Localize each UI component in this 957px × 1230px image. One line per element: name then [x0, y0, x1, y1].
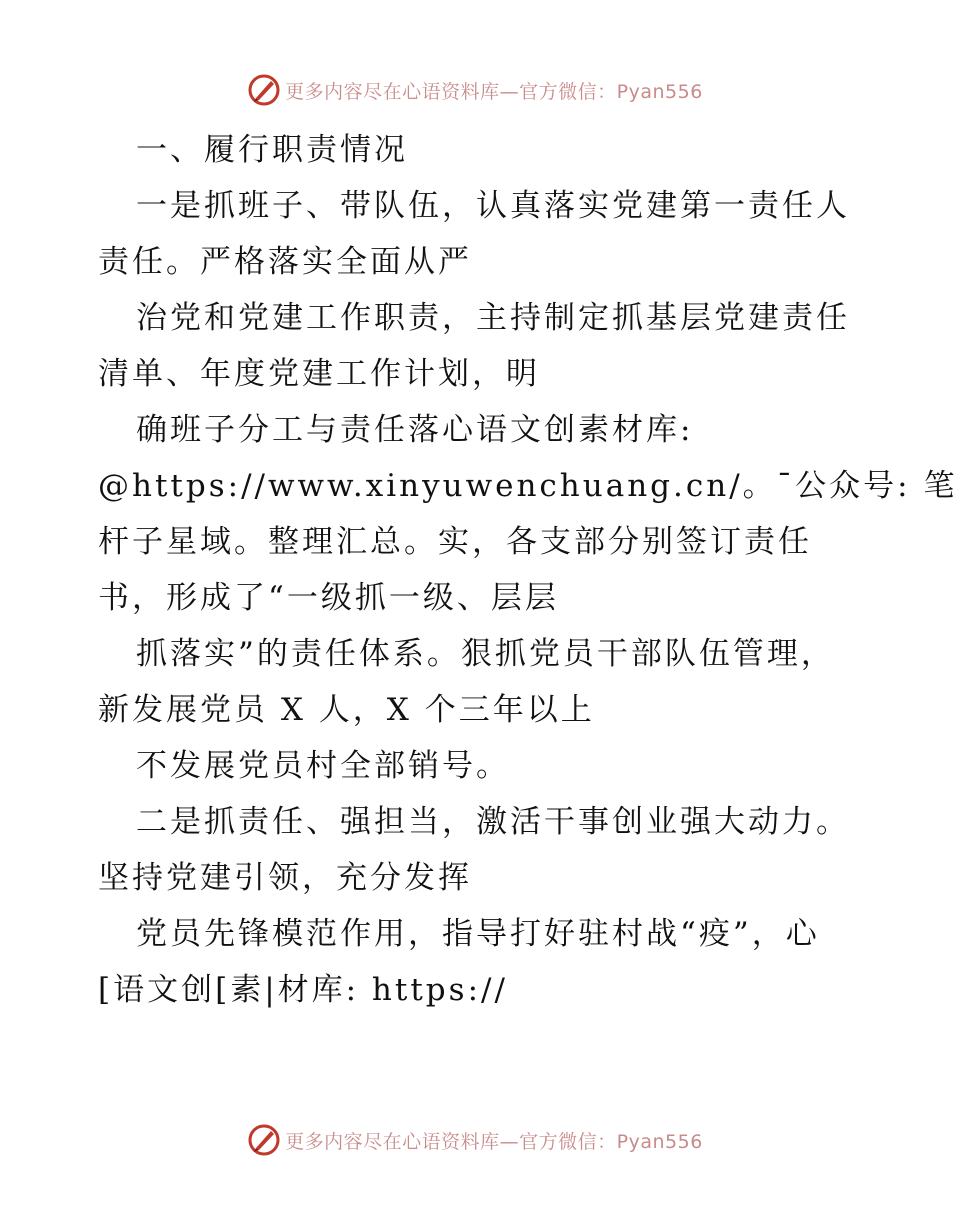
paragraph-line: 抓落实”的责任体系。狠抓党员干部队伍管理，: [136, 636, 835, 672]
section-heading: 一、履行职责情况: [136, 132, 408, 168]
footer-watermark-text: 更多内容尽在心语资料库—官方微信：Pyan556: [285, 1130, 703, 1153]
quill-logo-icon: [247, 1123, 281, 1157]
paragraph-line: 党员先锋模范作用，指导打好驻村战“疫”，心: [136, 916, 820, 952]
paragraph-line: 一是抓班子、带队伍，认真落实党建第一责任人: [136, 188, 850, 224]
paragraph-line: @https://www.xinyuwenchuang.cn/。¯公众号: 笔: [98, 468, 957, 504]
quill-logo-icon: [247, 73, 281, 107]
paragraph-line: 新发展党员 X 人，X 个三年以上: [98, 692, 595, 728]
paragraph-line: [语文创[素|材库: https://: [98, 972, 508, 1008]
paragraph-line: 坚持党建引领，充分发挥: [98, 860, 472, 896]
footer-watermark-banner: [0, 1120, 950, 1160]
document-body: [98, 122, 957, 1018]
paragraph-line: 杆子星域。整理汇总。实，各支部分别签订责任: [98, 524, 812, 560]
header-watermark-text: 更多内容尽在心语资料库—官方微信：Pyan556: [285, 80, 703, 103]
paragraph-line: 清单、年度党建工作计划，明: [98, 356, 540, 392]
paragraph-line: 责任。严格落实全面从严: [98, 244, 472, 280]
paragraph-line: 不发展党员村全部销号。: [136, 748, 510, 784]
paragraph-line: 二是抓责任、强担当，激活干事创业强大动力。: [136, 804, 850, 840]
paragraph-line: 治党和党建工作职责，主持制定抓基层党建责任: [136, 300, 850, 336]
paragraph-line: 书，形成了“一级抓一级、层层: [98, 580, 559, 616]
paragraph-line: 确班子分工与责任落心语文创素材库:: [136, 412, 694, 448]
header-watermark-banner: [0, 70, 950, 110]
